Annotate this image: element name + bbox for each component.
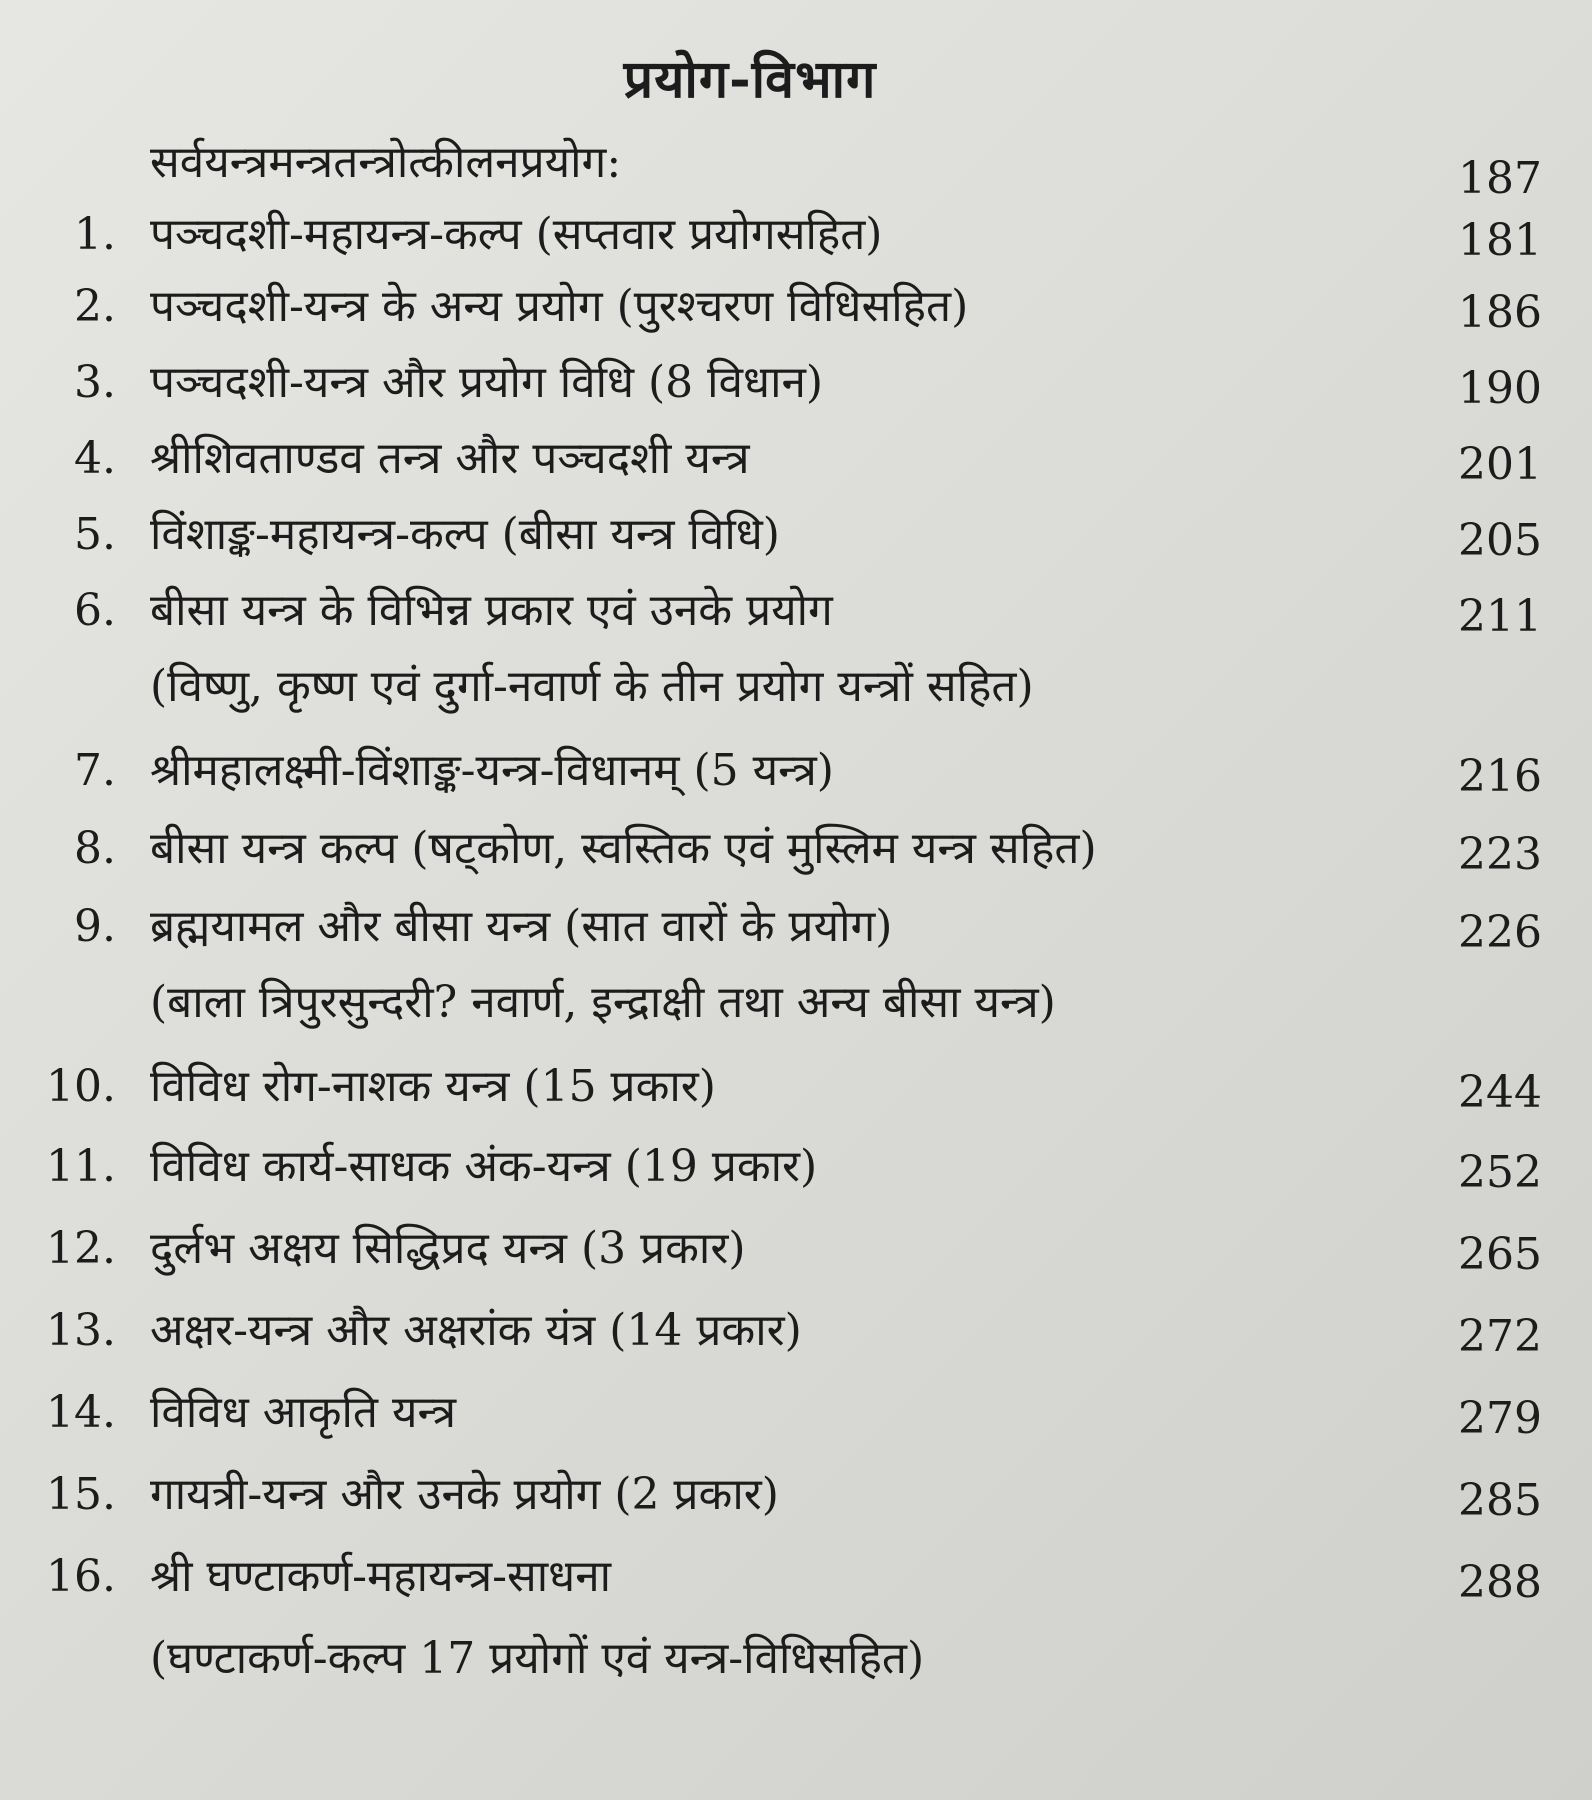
entry-page: 265 xyxy=(1458,1229,1542,1280)
entry-title: पञ्चदशी-यन्त्र और प्रयोग विधि (8 विधान) xyxy=(150,357,824,408)
toc-entry xyxy=(0,424,1592,494)
entry-page: 244 xyxy=(1458,1067,1542,1118)
entry-number: 16. xyxy=(46,1551,116,1602)
entry-title: विविध रोग-नाशक यन्त्र (15 प्रकार) xyxy=(150,1061,716,1112)
entry-number: 1. xyxy=(74,209,116,260)
toc-entry xyxy=(0,348,1592,418)
entry-page: 272 xyxy=(1458,1311,1542,1362)
entry-number: 3. xyxy=(74,357,116,408)
entry-page: 211 xyxy=(1458,591,1542,642)
entry-page: 223 xyxy=(1458,829,1542,880)
section-title: प्रयोग-विभाग xyxy=(623,49,877,110)
entry-title: श्रीशिवताण्डव तन्त्र और पञ्चदशी यन्त्र xyxy=(150,433,750,484)
toc-entry xyxy=(0,892,1592,962)
entry-title: पञ्चदशी-यन्त्र के अन्य प्रयोग (पुरश्चरण विधिसहित) xyxy=(150,281,969,332)
entry-page: 226 xyxy=(1458,907,1542,958)
entry-number: 7. xyxy=(74,745,116,796)
entry-number: 5. xyxy=(74,509,116,560)
entry-title: (बाला त्रिपुरसुन्दरी? नवार्ण, इन्द्राक्षी तथा अन्य बीसा यन्त्र) xyxy=(150,977,1056,1028)
entry-title: विविध कार्य-साधक अंक-यन्त्र (19 प्रकार) xyxy=(150,1141,818,1192)
toc-entry xyxy=(0,736,1592,806)
entry-title: (घण्टाकर्ण-कल्प 17 प्रयोगों एवं यन्त्र-विधिसहित) xyxy=(150,1633,925,1684)
entry-number: 8. xyxy=(74,823,116,874)
toc-entry xyxy=(0,1460,1592,1530)
entry-number: 11. xyxy=(46,1141,116,1192)
entry-number: 14. xyxy=(46,1387,116,1438)
entry-page: 288 xyxy=(1458,1557,1542,1608)
toc-entry-continuation xyxy=(0,1624,1592,1694)
entry-number: 4. xyxy=(74,433,116,484)
entry-title: गायत्री-यन्त्र और उनके प्रयोग (2 प्रकार) xyxy=(150,1469,779,1520)
entry-title: बीसा यन्त्र के विभिन्न प्रकार एवं उनके प्रयोग xyxy=(150,585,833,636)
entry-number: 9. xyxy=(74,901,116,952)
entry-title: दुर्लभ अक्षय सिद्धिप्रद यन्त्र (3 प्रकार) xyxy=(150,1223,746,1274)
entry-number: 13. xyxy=(46,1305,116,1356)
toc-entry xyxy=(0,1296,1592,1366)
entry-title: ब्रह्मयामल और बीसा यन्त्र (सात वारों के प्रयोग) xyxy=(150,901,893,952)
entry-number: 10. xyxy=(46,1061,116,1112)
toc-entry xyxy=(0,272,1592,342)
entry-page: 201 xyxy=(1458,439,1542,490)
toc-entry xyxy=(0,128,1592,204)
toc-entry xyxy=(0,1132,1592,1202)
entry-page: 252 xyxy=(1458,1147,1542,1198)
toc-entry-continuation xyxy=(0,968,1592,1038)
toc-entry xyxy=(0,576,1592,646)
entry-number: 6. xyxy=(74,585,116,636)
toc-entry xyxy=(0,1052,1592,1122)
entry-number: 15. xyxy=(46,1469,116,1520)
entry-page: 186 xyxy=(1458,287,1542,338)
entry-page: 285 xyxy=(1458,1475,1542,1526)
toc-entry xyxy=(0,1214,1592,1284)
entry-number: 2. xyxy=(74,281,116,332)
entry-page: 187 xyxy=(1458,153,1542,204)
entry-title: बीसा यन्त्र कल्प (षट्कोण, स्वस्तिक एवं मुस्लिम यन्त्र सहित) xyxy=(150,823,1097,874)
entry-page: 216 xyxy=(1458,751,1542,802)
entry-title: (विष्णु, कृष्ण एवं दुर्गा-नवार्ण के तीन प्रयोग यन्त्रों सहित) xyxy=(150,661,1034,712)
toc-entry xyxy=(0,200,1592,270)
entry-title: श्री घण्टाकर्ण-महायन्त्र-साधना xyxy=(150,1551,612,1602)
entry-page: 190 xyxy=(1458,363,1542,414)
toc-entry xyxy=(0,814,1592,884)
toc-entry xyxy=(0,1542,1592,1612)
entry-title: अक्षर-यन्त्र और अक्षरांक यंत्र (14 प्रकार) xyxy=(150,1305,802,1356)
entry-title: पञ्चदशी-महायन्त्र-कल्प (सप्तवार प्रयोगसहित) xyxy=(150,209,883,260)
entry-page: 205 xyxy=(1458,515,1542,566)
entry-number: 12. xyxy=(46,1223,116,1274)
toc-entry xyxy=(0,1378,1592,1448)
entry-page: 279 xyxy=(1458,1393,1542,1444)
toc-entry xyxy=(0,500,1592,570)
toc-entry-continuation xyxy=(0,652,1592,722)
entry-title: विविध आकृति यन्त्र xyxy=(150,1387,457,1438)
entry-title: सर्वयन्त्रमन्त्रतन्त्रोत्कीलनप्रयोग: xyxy=(150,137,622,188)
entry-title: श्रीमहालक्ष्मी-विंशाङ्क-यन्त्र-विधानम् (5 यन्त्र) xyxy=(150,745,834,796)
entry-page: 181 xyxy=(1458,215,1542,266)
entry-title: विंशाङ्क-महायन्त्र-कल्प (बीसा यन्त्र विधि) xyxy=(150,509,780,560)
